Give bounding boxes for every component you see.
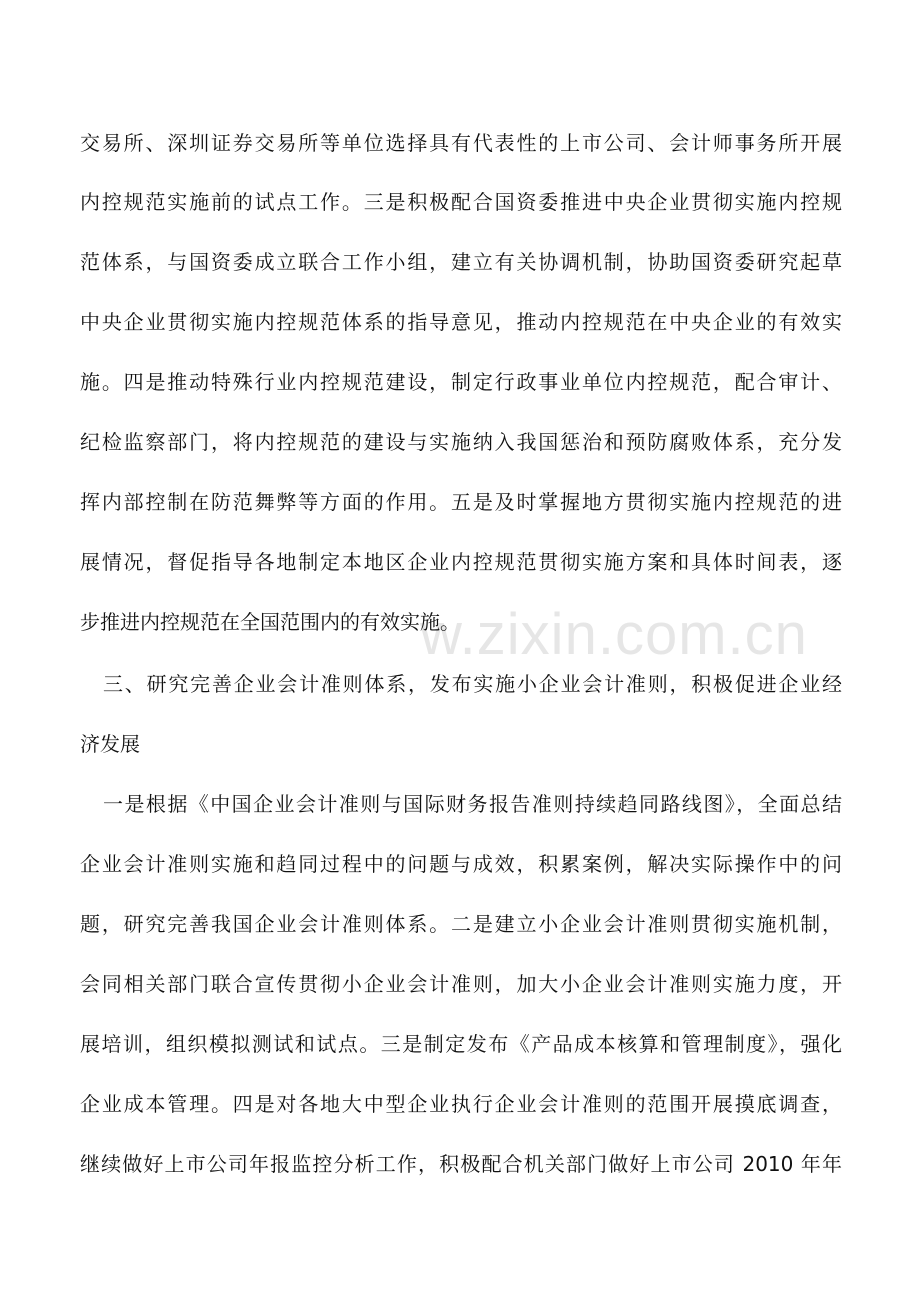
text-line: 会同相关部门联合宣传贯彻小企业会计准则，加大小企业会计准则实施力度，开 bbox=[80, 972, 842, 996]
text-line: 施。四是推动特殊行业内控规范建设，制定行政事业单位内控规范，配合审计、 bbox=[80, 370, 842, 394]
text-line: 纪检监察部门，将内控规范的建设与实施纳入我国惩治和预防腐败体系，充分发 bbox=[80, 430, 842, 454]
text-line: 一是根据《中国企业会计准则与国际财务报告准则持续趋同路线图》，全面总结 bbox=[103, 792, 842, 816]
text-line: 继续做好上市公司年报监控分析工作，积极配合机关部门做好上市公司 2010 年年 bbox=[80, 1152, 842, 1176]
text-line: 展培训，组织模拟测试和试点。三是制定发布《产品成本核算和管理制度》，强化 bbox=[80, 1032, 842, 1056]
text-line: 企业成本管理。四是对各地大中型企业执行企业会计准则的范围开展摸底调查， bbox=[80, 1092, 842, 1116]
text-line: 交易所、深圳证券交易所等单位选择具有代表性的上市公司、会计师事务所开展 bbox=[80, 131, 842, 155]
text-line: 企业会计准则实施和趋同过程中的问题与成效，积累案例，解决实际操作中的问 bbox=[80, 852, 842, 876]
text-line: 内控规范实施前的试点工作。三是积极配合国资委推进中央企业贯彻实施内控规 bbox=[80, 190, 842, 214]
text-line: 中央企业贯彻实施内控规范体系的指导意见，推动内控规范在中央企业的有效实 bbox=[80, 310, 842, 334]
watermark: w.zixin.com.cn bbox=[420, 602, 808, 667]
section-heading-line: 三、研究完善企业会计准则体系，发布实施小企业会计准则，积极促进企业经 bbox=[103, 672, 842, 696]
text-line: 范体系，与国资委成立联合工作小组，建立有关协调机制，协助国资委研究起草 bbox=[80, 250, 842, 274]
text-line: 步推进内控规范在全国范围内的有效实施。 bbox=[80, 610, 460, 634]
text-line: 题，研究完善我国企业会计准则体系。二是建立小企业会计准则贯彻实施机制， bbox=[80, 912, 842, 936]
section-heading-line: 济发展 bbox=[80, 732, 140, 756]
text-line: 挥内部控制在防范舞弊等方面的作用。五是及时掌握地方贯彻实施内控规范的进 bbox=[80, 490, 842, 514]
text-line: 展情况，督促指导各地制定本地区企业内控规范贯彻实施方案和具体时间表，逐 bbox=[80, 550, 842, 574]
